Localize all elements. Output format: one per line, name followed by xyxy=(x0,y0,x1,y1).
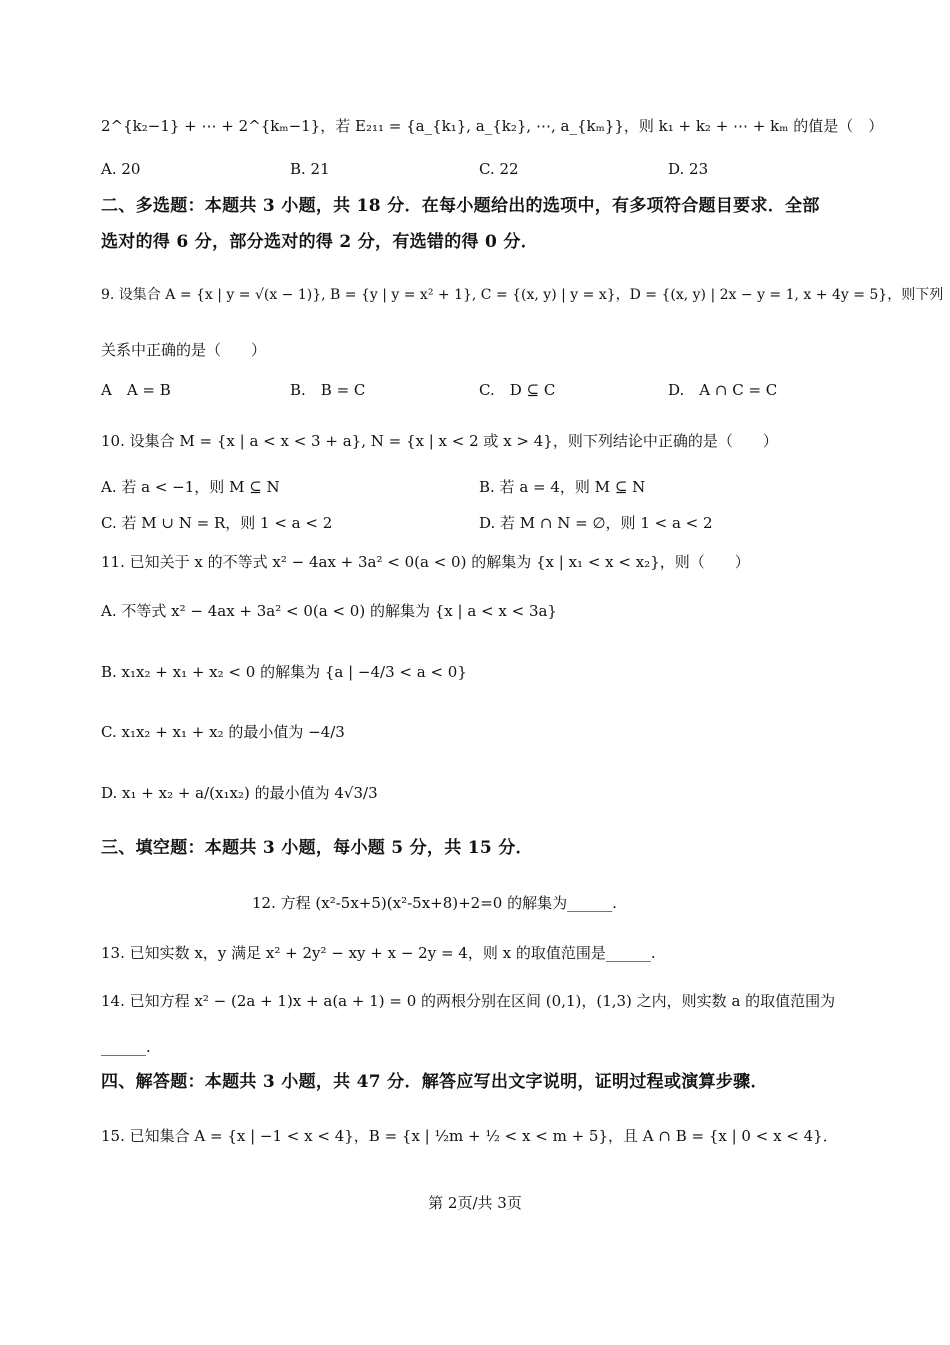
section3-header: 三、填空题：本题共 3 小题，每小题 5 分，共 15 分． xyxy=(101,838,533,858)
q10-option-b: B. 若 a = 4，则 M ⊆ N xyxy=(479,478,646,496)
q9-option-b: B. B = C xyxy=(290,381,366,399)
q11-stem: 11. 已知关于 x 的不等式 x² − 4ax + 3a² < 0(a < 0) 的解集为 {x | x₁ < x < x₂}，则（ ） xyxy=(101,553,750,571)
q11-option-b: B. x₁x₂ + x₁ + x₂ < 0 的解集为 {a | −4/3 < a < 0} xyxy=(101,663,467,681)
section2-header-line2: 选对的得 6 分，部分选对的得 2 分，有选错的得 0 分． xyxy=(101,232,538,252)
q12-stem: 12. 方程 (x²-5x+5)(x²-5x+8)+2=0 的解集为______. xyxy=(252,894,617,912)
q10-stem: 10. 设集合 M = {x | a < x < 3 + a}, N = {x | x < 2 或 x > 4}，则下列结论中正确的是（ ） xyxy=(101,432,778,450)
q14-stem: 14. 已知方程 x² − (2a + 1)x + a(a + 1) = 0 的两根分别在区间 (0,1)，(1,3) 之内，则实数 a 的取值范围为 xyxy=(101,992,836,1010)
q14-stem-continued: ______. xyxy=(101,1038,151,1056)
q9-stem-continued: 关系中正确的是（ ） xyxy=(101,341,267,359)
q11-option-c: C. x₁x₂ + x₁ + x₂ 的最小值为 −4/3 xyxy=(101,723,345,741)
q10-option-c: C. 若 M ∪ N = R，则 1 < a < 2 xyxy=(101,514,333,532)
q8-option-c: C. 22 xyxy=(479,160,519,178)
q10-option-d: D. 若 M ∩ N = ∅，则 1 < a < 2 xyxy=(479,514,713,532)
section2-header-line1: 二、多选题：本题共 3 小题，共 18 分．在每小题给出的选项中，有多项符合题目要求．全部 xyxy=(101,196,820,216)
q15-stem: 15. 已知集合 A = {x | −1 < x < 4}，B = {x | ½m + ½ < x < m + 5}，且 A ∩ B = {x | 0 < x < 4}． xyxy=(101,1127,838,1145)
q8-tail: 2^{k₂−1} + ⋯ + 2^{kₘ−1}，若 E₂₁₁ = {a_{k₁}, a_{k₂}, ⋯, a_{kₘ}}，则 k₁ + k₂ + ⋯ + kₘ 的值是（ ） xyxy=(101,117,884,135)
q9-stem: 9. 设集合 A = {x | y = √(x − 1)}, B = {y | y = x² + 1}, C = {(x, y) | y = x}，D = {(x, y) | 2x − y = 1, x + 4y = 5}，则下列 xyxy=(101,287,944,303)
q8-option-b: B. 21 xyxy=(290,160,330,178)
q11-option-d: D. x₁ + x₂ + a/(x₁x₂) 的最小值为 4√3/3 xyxy=(101,784,378,802)
q9-option-c: C. D ⊆ C xyxy=(479,381,556,399)
q13-stem: 13. 已知实数 x，y 满足 x² + 2y² − xy + x − 2y = 4，则 x 的取值范围是______. xyxy=(101,944,656,962)
q9-option-d: D. A ∩ C = C xyxy=(668,381,778,399)
page-footer: 第 2页/共 3页 xyxy=(428,1194,522,1212)
q8-option-d: D. 23 xyxy=(668,160,709,178)
q10-option-a: A. 若 a < −1，则 M ⊆ N xyxy=(101,478,280,496)
section4-header: 四、解答题：本题共 3 小题，共 47 分．解答应写出文字说明，证明过程或演算步骤． xyxy=(101,1072,768,1092)
q11-option-a: A. 不等式 x² − 4ax + 3a² < 0(a < 0) 的解集为 {x | a < x < 3a} xyxy=(101,602,557,620)
q8-option-a: A. 20 xyxy=(101,160,141,178)
q9-option-a: A A = B xyxy=(101,381,171,399)
